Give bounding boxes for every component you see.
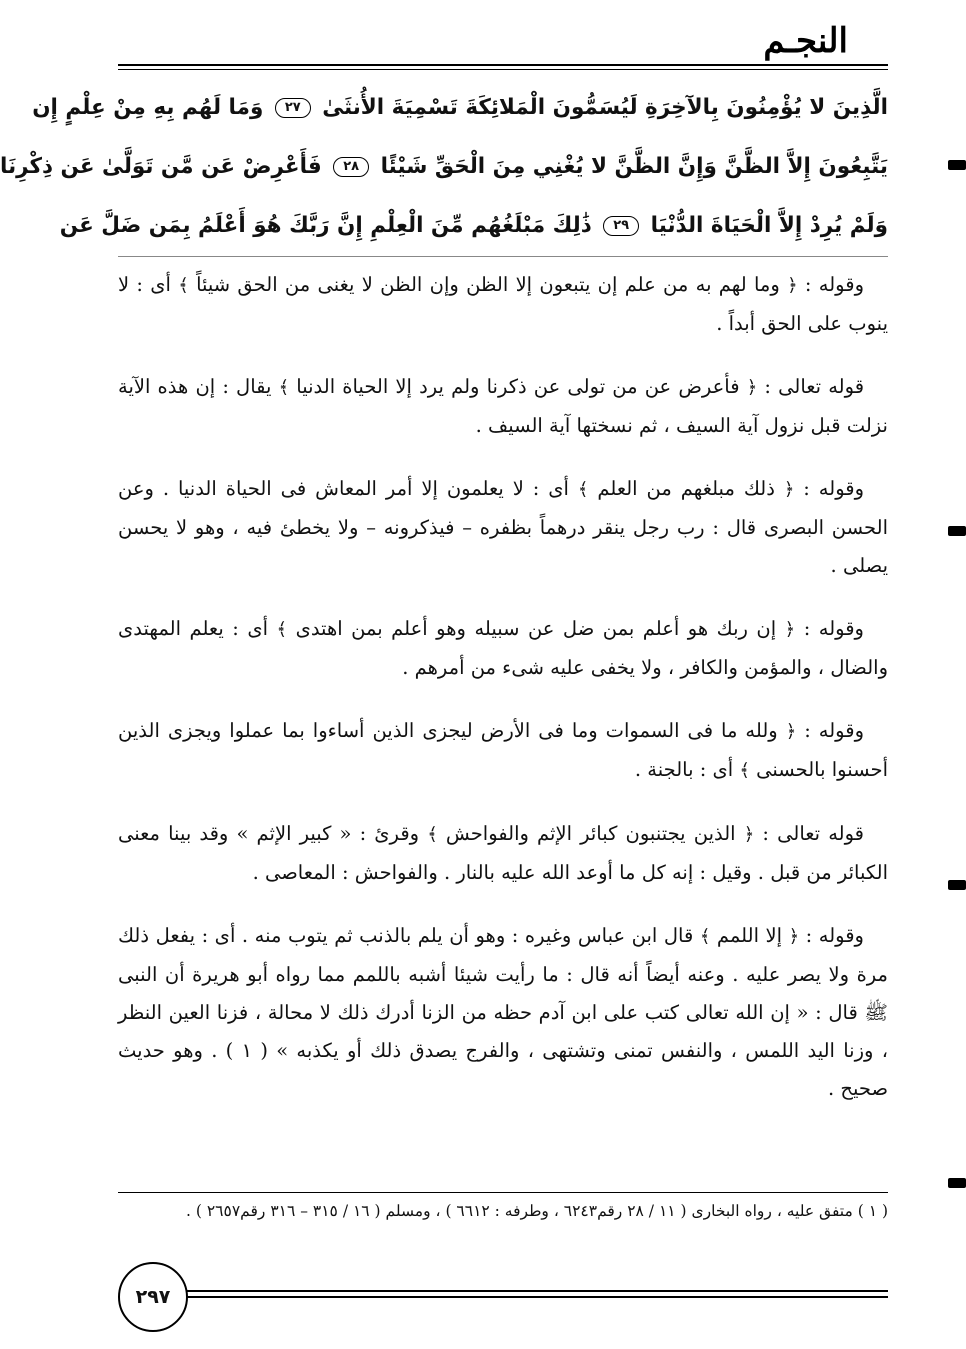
verse-number-marker: ٢٧ [275,98,311,118]
quran-verses-block [0,78,888,255]
quoted-verse: إلا اللمم [716,924,783,947]
header-rule-thick [118,64,888,66]
verse-line [0,137,888,196]
verse-text: فَأَعْرِضْ عَن مَّن تَوَلَّىٰ عَن ذِكْرِنَا [0,154,322,179]
quote-open-bracket: ﴿ [784,619,796,640]
quoted-verse: ولله ما فى السموات وما فى الأرض ليجزى الذين أساءوا بما عملوا ويجزى الذين أحسنوا بالحسنى [118,719,888,781]
commentary-paragraph: قوله تعالى : ﴿ فأعرض عن من تولى عن ذكرنا ولم يرد إلا الحياة الدنيا ﴾ يقال : إن هذه الآية نزلت قبل نزول آية السيف ، ثم نسختها آية السيف . [118,375,888,437]
page-footer [118,1262,888,1334]
verse-number-marker: ٢٩ [603,216,639,236]
quoted-verse: ذلك مبلغهم من العلم [597,477,775,500]
footnote: ( ١ ) متفق عليه ، رواه البخارى ( ١١ / ٢٨ رقم٦٢٤٣ ، وطرفه : ٦٦١٢ ) ، ومسلم ( ١٦ / ٣١٥ – ٣١٦ رقم٢٦٥٧ ) . [186,1202,888,1220]
commentary-paragraph: وقوله : ﴿ إن ربك هو أعلم بمن ضل عن سبيله وهو أعلم بمن اهتدى ﴾ أى : يعلم المهتدى والضال ، والمؤمن والكافر ، ولا يخفى عليه شىء من أمرهم . [118,617,888,679]
quoted-verse: إن ربك هو أعلم بمن ضل عن سبيله وهو أعلم بمن اهتدى [295,617,777,640]
quote-close-bracket: ﴾ [739,760,750,781]
tafsir-commentary [118,266,888,1133]
quote-close-bracket: ﴾ [577,479,589,500]
commentary-paragraph: وقوله : ﴿ ولله ما فى السموات وما فى الأرض ليجزى الذين أساءوا بما عملوا ويجزى الذين أحسنوا بالحسنى ﴾ أى : بالجنة . [118,719,888,781]
quote-close-bracket: ﴾ [427,824,438,845]
margin-mark [948,160,966,170]
commentary-paragraph: وقوله : ﴿ وما لهم به من علم إن يتبعون إلا الظن وإن الظن لا يغنى من الحق شيئاً ﴾ أى : لا ينوب على الحق أبداً . [118,273,888,335]
footnote-rule [118,1192,888,1193]
verses-separator [118,256,888,257]
margin-mark [948,526,966,536]
verse-text: الَّذِينَ لا يُؤْمِنُونَ بِالآخِرَةِ لَيُسَمُّونَ الْمَلائِكَةَ تَسْمِيَةَ الأُنثَىٰ [322,95,888,120]
quote-open-bracket: ﴿ [743,824,755,845]
verse-text: وَلَمْ يُرِدْ إِلاَّ الْحَيَاةَ الدُّنْيَا [650,213,888,238]
quote-close-bracket: ﴾ [276,619,288,640]
margin-mark [948,880,966,890]
quoted-verse: وما لهم به من علم إن يتبعون إلا الظن وإن الظن لا يغنى من الحق شيئاً [196,273,780,296]
footer-rule-top [186,1290,888,1292]
commentary-paragraph: وقوله : ﴿ إلا اللمم ﴾ قال ابن عباس وغيره : وهو أن يلم بالذنب ثم يتوب منه . أى : يفعل ذلك مرة ولا يصر عليه . وعنه أيضاً أنه قال : ما رأيت شيئا أشبه باللمم مما رواه أبو هريرة أن النبى ﷺ قال : « إن الله تعالى كتب على ابن آدم حظه من الزنا أدرك ذلك لا محالة ، فزنا العين النظر ، وزنا اليد اللمس ، والنفس تمنى وتشتهى ، والفرج يصدق ذلك أو يكذبه » ( ١ ) . وهو حديث صحيح . [118,924,888,1100]
quoted-verse: الذين يجتنبون كبائر الإثم والفواحش [445,822,736,845]
verse-line [59,196,888,255]
header-rule-thin [118,69,888,70]
verse-line [32,78,888,137]
footer-rule-bottom [186,1296,888,1298]
verse-text: وَمَا لَهُم بِهِ مِنْ عِلْمٍ إِن [32,95,264,120]
quote-open-bracket: ﴿ [783,479,795,500]
verse-text: يَتَّبِعُونَ إِلاَّ الظَّنَّ وَإِنَّ الظَّنَّ لا يُغْنِي مِنَ الْحَقِّ شَيْئًا [380,154,888,179]
quoted-verse: فأعرض عن من تولى عن ذكرنا ولم يرد إلا الحياة الدنيا [296,375,740,398]
quote-close-bracket: ﴾ [178,275,189,296]
quote-close-bracket: ﴾ [278,377,290,398]
verse-number-marker: ٢٨ [333,157,369,177]
quote-open-bracket: ﴿ [785,721,797,742]
surah-title: النجـم [763,21,848,61]
commentary-paragraph: وقوله : ﴿ ذلك مبلغهم من العلم ﴾ أى : لا يعلمون إلا أمر المعاش فى الحياة الدنيا . وعن الحسن البصرى قال : رب رجل ينقر درهماً بظفره – فيذكرونه – ولا يخطئ فيه ، وهو لا يحسن يصلى . [118,477,888,577]
page-number: ٢٩٧ [118,1262,188,1332]
quote-open-bracket: ﴿ [787,275,798,296]
quote-close-bracket: ﴾ [699,926,711,947]
quote-open-bracket: ﴿ [746,377,758,398]
margin-mark [948,1178,966,1188]
verse-text: ذَٰلِكَ مَبْلَغُهُم مِّنَ الْعِلْمِ إِنَّ رَبَّكَ هُوَ أَعْلَمُ بِمَن ضَلَّ عَن [59,213,592,238]
commentary-paragraph: قوله تعالى : ﴿ الذين يجتنبون كبائر الإثم والفواحش ﴾ وقرئ : « كبير الإثم » وقد بينا معنى الكبائر من قبل . وقيل : إنه كل ما أوعد الله عليه بالنار . والفواحش : المعاصى . [118,822,888,884]
quote-open-bracket: ﴿ [788,926,800,947]
